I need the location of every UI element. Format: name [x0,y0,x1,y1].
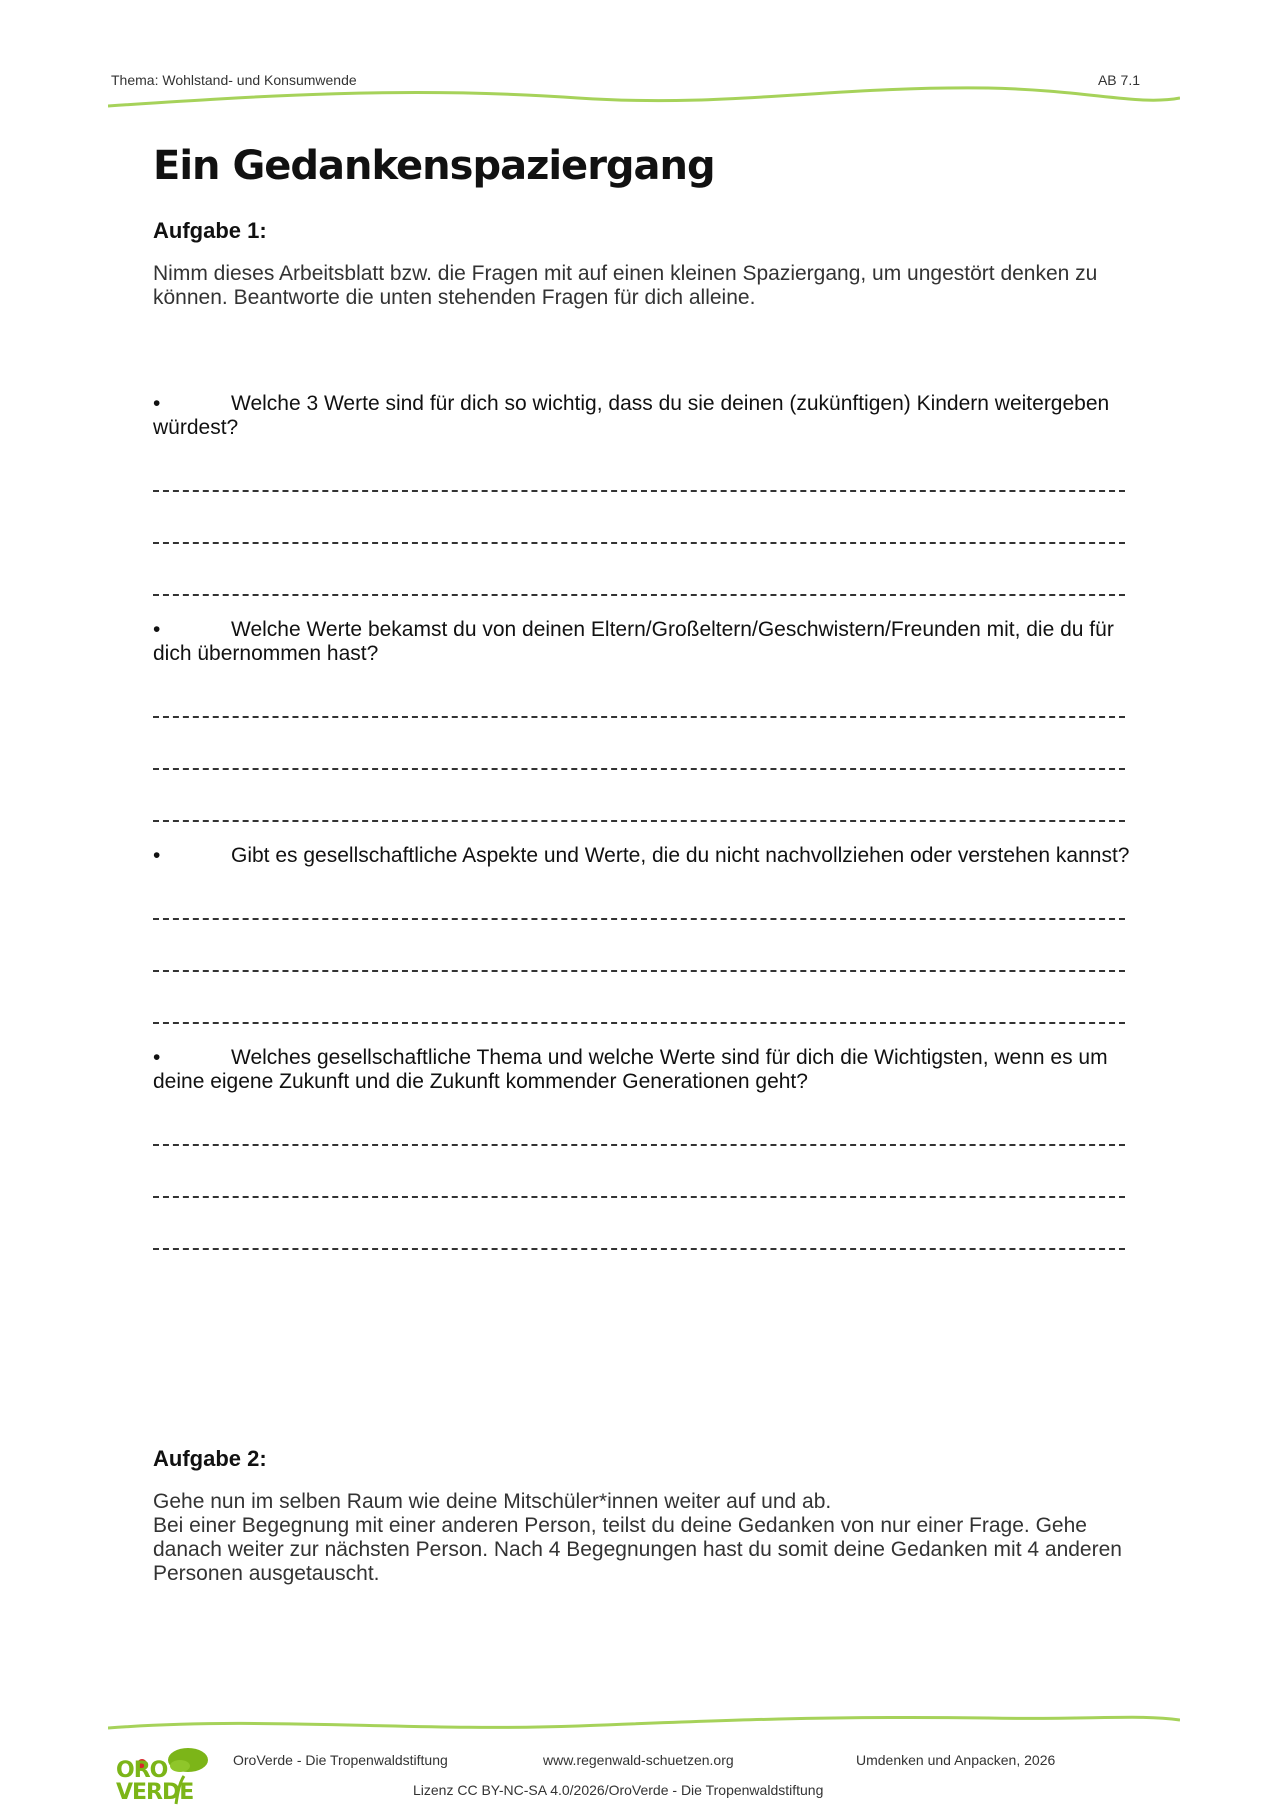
footer-organization: OroVerde - Die Tropenwaldstiftung [233,1752,448,1768]
footer-wave-divider [108,1712,1180,1742]
answer-line[interactable] [153,1166,1125,1198]
question-text: Welche 3 Werte sind für dich so wichtig, dass du sie deinen (zukünftigen) Kindern weitergeben würdest? [153,392,1110,439]
answer-line[interactable] [153,564,1125,596]
question-item [153,844,1135,1024]
question-item [153,618,1135,822]
answer-line[interactable] [153,888,1125,920]
question-item [153,1046,1135,1250]
task2-section [153,1446,1143,1586]
answer-line[interactable] [153,1114,1125,1146]
answer-line[interactable] [153,686,1125,718]
task1-text: Nimm dieses Arbeitsblatt bzw. die Fragen mit auf einen kleinen Spaziergang, um ungestört denken zu können. Beantworte die unten stehenden Fragen für dich alleine. [153,262,1098,309]
answer-line[interactable] [153,940,1125,972]
question-text: Gibt es gesellschaftliche Aspekte und Werte, die du nicht nachvollziehen oder verstehen kannst? [231,844,1130,867]
question-text: Welches gesellschaftliche Thema und welche Werte sind für dich die Wichtigsten, wenn es um deine eigene Zukunft und die Zukunft kommender Generationen geht? [153,1046,1108,1093]
answer-line[interactable] [153,460,1125,492]
header-sheet-id: AB 7.1 [1097,72,1140,88]
header-wave-divider [108,84,1180,114]
logo-text-oro: ORO [116,1758,168,1783]
footer-website[interactable]: www.regenwald-schuetzen.org [543,1752,734,1768]
worksheet-content [153,142,1135,1272]
answer-line[interactable] [153,992,1125,1024]
question-item [153,392,1135,596]
question-text: Welche Werte bekamst du von deinen Eltern/Großeltern/Geschwistern/Freunden mit, die du für dich übernommen hast? [153,618,1114,665]
task2-line2: Bei einer Begegnung mit einer anderen Person, teilst du deine Gedanken von nur einer Frage. Gehe danach weiter zur nächsten Person. Nach 4 Begegnungen hast du somit deine Gedanken mit 4 anderen Personen ausgetauscht. [153,1514,1122,1585]
footer-tagline: Umdenken und Anpacken, 2026 [856,1752,1056,1768]
header-theme: Thema: Wohlstand- und Konsumwende [111,72,357,88]
answer-line[interactable] [153,512,1125,544]
bullet-icon: • [153,1046,161,1069]
bullet-icon: • [153,392,161,415]
task2-heading: Aufgabe 2: [153,1446,267,1471]
bullet-icon: • [153,844,161,867]
answer-line[interactable] [153,738,1125,770]
question-list [153,392,1135,1250]
task2-line1: Gehe nun im selben Raum wie deine Mitschüler*innen weiter auf und ab. [153,1490,832,1513]
logo-text-verde: VERDE [116,1780,194,1805]
bullet-icon: • [153,618,161,641]
page-title: Ein Gedankenspaziergang [153,143,715,189]
answer-line[interactable] [153,790,1125,822]
footer-license: Lizenz CC BY-NC-SA 4.0/2026/OroVerde - Die Tropenwaldstiftung [413,1782,824,1798]
answer-line[interactable] [153,1218,1125,1250]
task1-heading: Aufgabe 1: [153,218,267,243]
oroverde-logo [114,1742,214,1806]
